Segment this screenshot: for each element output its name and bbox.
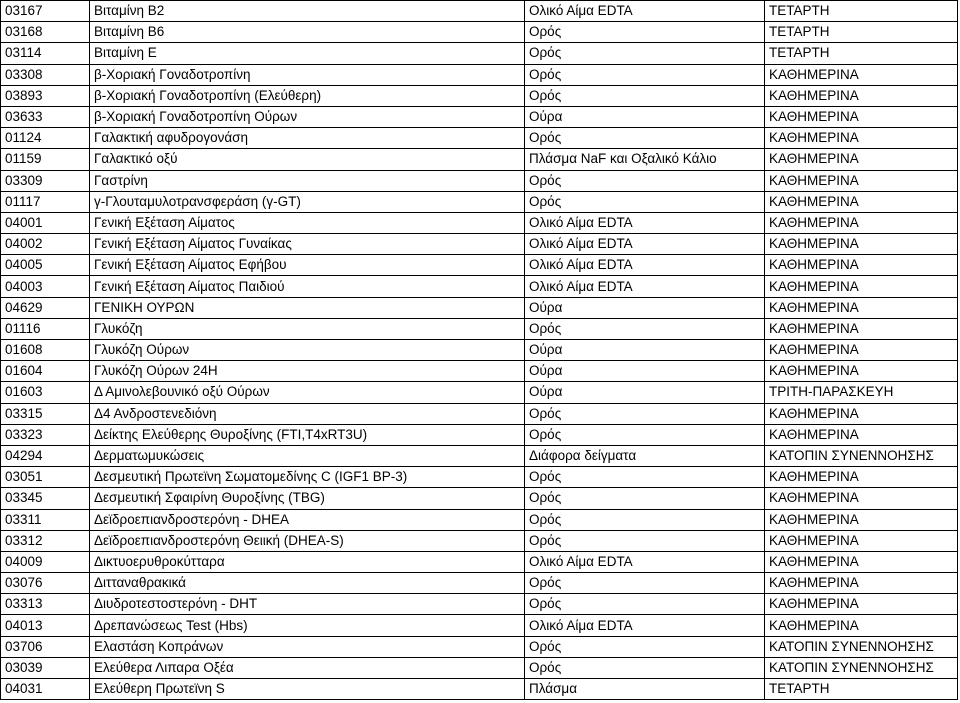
schedule-cell: ΚΑΘΗΜΕΡΙΝΑ [765, 424, 958, 445]
sample-type-cell: Ορός [525, 636, 765, 657]
schedule-cell: ΚΑΘΗΜΕΡΙΝΑ [765, 297, 958, 318]
schedule-cell: ΤΕΤΑΡΤΗ [765, 679, 958, 700]
test-name-cell: Δεσμευτική Πρωτεϊνη Σωματομεδίνης C (IGF1 BP-3) [90, 467, 525, 488]
schedule-cell: ΚΑΘΗΜΕΡΙΝΑ [765, 530, 958, 551]
test-code-cell: 01603 [1, 382, 90, 403]
schedule-cell: ΚΑΤΟΠΙΝ ΣΥΝΕΝΝΟΗΣΗΣ [765, 657, 958, 678]
schedule-cell: ΚΑΘΗΜΕΡΙΝΑ [765, 340, 958, 361]
schedule-cell: ΚΑΘΗΜΕΡΙΝΑ [765, 106, 958, 127]
table-row [1, 530, 958, 551]
table-row [1, 467, 958, 488]
test-code-cell: 03039 [1, 657, 90, 678]
test-name-cell: Γενική Εξέταση Αίματος Παιδιού [90, 276, 525, 297]
sample-type-cell: Ολικό Αίμα EDTA [525, 234, 765, 255]
sample-type-cell: Ολικό Αίμα EDTA [525, 551, 765, 572]
table-row [1, 212, 958, 233]
sample-type-cell: Ούρα [525, 106, 765, 127]
sample-type-cell: Πλάσμα NaF και Οξαλικό Κάλιο [525, 149, 765, 170]
table-row [1, 191, 958, 212]
table-row [1, 424, 958, 445]
sample-type-cell: Πλάσμα [525, 679, 765, 700]
test-name-cell: Δ Αμινολεβουνικό οξύ Ούρων [90, 382, 525, 403]
test-name-cell: Δρεπανώσεως Test (Hbs) [90, 615, 525, 636]
test-name-cell: Γαστρίνη [90, 170, 525, 191]
schedule-cell: ΤΕΤΑΡΤΗ [765, 43, 958, 64]
test-name-cell: Γενική Εξέταση Αίματος Εφήβου [90, 255, 525, 276]
table-row [1, 361, 958, 382]
sample-type-cell: Ολικό Αίμα EDTA [525, 276, 765, 297]
sample-type-cell: Ολικό Αίμα EDTA [525, 212, 765, 233]
table-row [1, 403, 958, 424]
sample-type-cell: Ορός [525, 657, 765, 678]
test-name-cell: Δεϊδροεπιανδροστερόνη - DHEA [90, 509, 525, 530]
test-name-cell: Γλυκόζη Ούρων [90, 340, 525, 361]
test-code-cell: 03706 [1, 636, 90, 657]
table-row [1, 318, 958, 339]
table-row [1, 255, 958, 276]
schedule-cell: ΚΑΘΗΜΕΡΙΝΑ [765, 64, 958, 85]
test-name-cell: Ελεύθερη Πρωτεϊνη S [90, 679, 525, 700]
schedule-cell: ΚΑΘΗΜΕΡΙΝΑ [765, 212, 958, 233]
table-row [1, 382, 958, 403]
sample-type-cell: Ορός [525, 64, 765, 85]
schedule-cell: ΚΑΘΗΜΕΡΙΝΑ [765, 170, 958, 191]
test-code-cell: 01117 [1, 191, 90, 212]
table-row [1, 615, 958, 636]
schedule-cell: ΚΑΘΗΜΕΡΙΝΑ [765, 85, 958, 106]
test-name-cell: Δεϊδροεπιανδροστερόνη Θειική (DHEA-S) [90, 530, 525, 551]
test-code-cell: 01604 [1, 361, 90, 382]
schedule-cell: ΚΑΘΗΜΕΡΙΝΑ [765, 191, 958, 212]
test-name-cell: Γλυκόζη Ούρων 24Η [90, 361, 525, 382]
schedule-cell: ΚΑΘΗΜΕΡΙΝΑ [765, 149, 958, 170]
sample-type-cell: Ορός [525, 318, 765, 339]
test-code-cell: 04002 [1, 234, 90, 255]
schedule-cell: ΚΑΘΗΜΕΡΙΝΑ [765, 467, 958, 488]
schedule-cell: ΚΑΘΗΜΕΡΙΝΑ [765, 255, 958, 276]
test-name-cell: Δ4 Ανδροστενεδιόνη [90, 403, 525, 424]
schedule-cell: ΚΑΘΗΜΕΡΙΝΑ [765, 128, 958, 149]
test-code-cell: 04013 [1, 615, 90, 636]
test-code-cell: 03633 [1, 106, 90, 127]
test-code-cell: 03308 [1, 64, 90, 85]
test-code-cell: 01159 [1, 149, 90, 170]
test-name-cell: Γαλακτικό οξύ [90, 149, 525, 170]
schedule-cell: ΚΑΘΗΜΕΡΙΝΑ [765, 573, 958, 594]
test-name-cell: γ-Γλουταμυλοτρανσφεράση (γ-GT) [90, 191, 525, 212]
table-row [1, 22, 958, 43]
schedule-cell: ΤΕΤΑΡΤΗ [765, 22, 958, 43]
table-row [1, 297, 958, 318]
test-code-cell: 01124 [1, 128, 90, 149]
test-code-cell: 03309 [1, 170, 90, 191]
test-code-cell: 03311 [1, 509, 90, 530]
table-row [1, 1, 958, 22]
sample-type-cell: Ορός [525, 22, 765, 43]
test-code-cell: 03313 [1, 594, 90, 615]
schedule-cell: ΚΑΘΗΜΕΡΙΝΑ [765, 403, 958, 424]
sample-type-cell: Ορός [525, 85, 765, 106]
sample-type-cell: Ορός [525, 509, 765, 530]
test-name-cell: β-Χοριακή Γοναδοτροπίνη Ούρων [90, 106, 525, 127]
test-code-cell: 03345 [1, 488, 90, 509]
sample-type-cell: Ορός [525, 573, 765, 594]
test-name-cell: Βιταμίνη B2 [90, 1, 525, 22]
test-code-cell: 03114 [1, 43, 90, 64]
test-name-cell: Ελαστάση Κοπράνων [90, 636, 525, 657]
test-name-cell: Γενική Εξέταση Αίματος [90, 212, 525, 233]
sample-type-cell: Ούρα [525, 382, 765, 403]
sample-type-cell: Ολικό Αίμα EDTA [525, 255, 765, 276]
test-name-cell: Βιταμίνη B6 [90, 22, 525, 43]
test-name-cell: Δείκτης Ελεύθερης Θυροξίνης (FTI,T4xRT3U) [90, 424, 525, 445]
table-row [1, 573, 958, 594]
schedule-cell: ΚΑΤΟΠΙΝ ΣΥΝΕΝΝΟΗΣΗΣ [765, 445, 958, 466]
test-code-cell: 04005 [1, 255, 90, 276]
schedule-cell: ΚΑΘΗΜΕΡΙΝΑ [765, 361, 958, 382]
test-code-cell: 03167 [1, 1, 90, 22]
schedule-cell: ΚΑΘΗΜΕΡΙΝΑ [765, 276, 958, 297]
test-name-cell: β-Χοριακή Γοναδοτροπίνη (Ελεύθερη) [90, 85, 525, 106]
sample-type-cell: Ορός [525, 403, 765, 424]
sample-type-cell: Ορός [525, 191, 765, 212]
sample-type-cell: Ολικό Αίμα EDTA [525, 1, 765, 22]
table-row [1, 636, 958, 657]
table-row [1, 106, 958, 127]
table-row [1, 594, 958, 615]
table-row [1, 445, 958, 466]
test-code-cell: 03051 [1, 467, 90, 488]
test-code-cell: 04629 [1, 297, 90, 318]
table-row [1, 149, 958, 170]
table-row [1, 85, 958, 106]
table-row [1, 509, 958, 530]
test-code-cell: 04009 [1, 551, 90, 572]
test-code-cell: 03893 [1, 85, 90, 106]
test-name-cell: Γλυκόζη [90, 318, 525, 339]
lab-tests-table-body [1, 1, 958, 700]
test-name-cell: Γαλακτική αφυδρογονάση [90, 128, 525, 149]
table-row [1, 276, 958, 297]
schedule-cell: ΚΑΘΗΜΕΡΙΝΑ [765, 594, 958, 615]
sample-type-cell: Ούρα [525, 361, 765, 382]
sample-type-cell: Ούρα [525, 340, 765, 361]
schedule-cell: ΤΡΙΤΗ-ΠΑΡΑΣΚΕΥΗ [765, 382, 958, 403]
table-row [1, 488, 958, 509]
table-row [1, 551, 958, 572]
test-name-cell: Δικτυοερυθροκύτταρα [90, 551, 525, 572]
test-name-cell: Διτταναθρακικά [90, 573, 525, 594]
schedule-cell: ΤΕΤΑΡΤΗ [765, 1, 958, 22]
test-code-cell: 01116 [1, 318, 90, 339]
schedule-cell: ΚΑΘΗΜΕΡΙΝΑ [765, 615, 958, 636]
test-code-cell: 03323 [1, 424, 90, 445]
table-row [1, 657, 958, 678]
test-code-cell: 04003 [1, 276, 90, 297]
sample-type-cell: Ορός [525, 43, 765, 64]
test-name-cell: β-Χοριακή Γοναδοτροπίνη [90, 64, 525, 85]
sample-type-cell: Ορός [525, 488, 765, 509]
sample-type-cell: Ορός [525, 170, 765, 191]
sample-type-cell: Ορός [525, 594, 765, 615]
sample-type-cell: Ορός [525, 128, 765, 149]
test-name-cell: ΓΕΝΙΚΗ ΟΥΡΩΝ [90, 297, 525, 318]
table-row [1, 170, 958, 191]
schedule-cell: ΚΑΘΗΜΕΡΙΝΑ [765, 551, 958, 572]
schedule-cell: ΚΑΘΗΜΕΡΙΝΑ [765, 488, 958, 509]
schedule-cell: ΚΑΘΗΜΕΡΙΝΑ [765, 318, 958, 339]
test-code-cell: 04294 [1, 445, 90, 466]
sample-type-cell: Ορός [525, 530, 765, 551]
schedule-cell: ΚΑΘΗΜΕΡΙΝΑ [765, 509, 958, 530]
test-code-cell: 03315 [1, 403, 90, 424]
test-code-cell: 03168 [1, 22, 90, 43]
schedule-cell: ΚΑΘΗΜΕΡΙΝΑ [765, 234, 958, 255]
sample-type-cell: Διάφορα δείγματα [525, 445, 765, 466]
test-name-cell: Διυδροτεστοστερόνη - DHT [90, 594, 525, 615]
schedule-cell: ΚΑΤΟΠΙΝ ΣΥΝΕΝΝΟΗΣΗΣ [765, 636, 958, 657]
test-name-cell: Γενική Εξέταση Αίματος Γυναίκας [90, 234, 525, 255]
sample-type-cell: Ολικό Αίμα EDTA [525, 615, 765, 636]
table-row [1, 340, 958, 361]
test-name-cell: Ελεύθερα Λιπαρα Οξέα [90, 657, 525, 678]
test-code-cell: 04001 [1, 212, 90, 233]
table-row [1, 234, 958, 255]
test-name-cell: Βιταμίνη E [90, 43, 525, 64]
test-code-cell: 03076 [1, 573, 90, 594]
sample-type-cell: Ορός [525, 424, 765, 445]
table-row [1, 64, 958, 85]
table-row [1, 43, 958, 64]
sample-type-cell: Ορός [525, 467, 765, 488]
test-code-cell: 03312 [1, 530, 90, 551]
test-name-cell: Δερματωμυκώσεις [90, 445, 525, 466]
test-code-cell: 01608 [1, 340, 90, 361]
sample-type-cell: Ούρα [525, 297, 765, 318]
test-name-cell: Δεσμευτική Σφαιρίνη Θυροξίνης (TBG) [90, 488, 525, 509]
test-code-cell: 04031 [1, 679, 90, 700]
table-row [1, 128, 958, 149]
table-row [1, 679, 958, 700]
